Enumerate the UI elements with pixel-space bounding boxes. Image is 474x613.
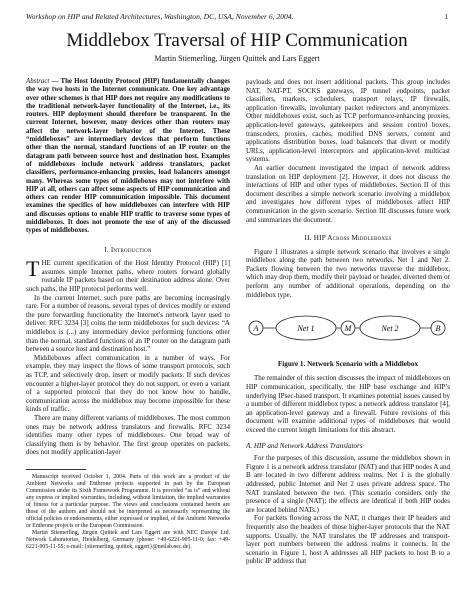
net2-label: Net 2 <box>381 324 399 334</box>
intro-paragraph-2: In the current Internet, such pure paths are becoming increasingly rare. For a number of reasons, several types of devices modify or extend the pure forwarding functionality the Internet's network layer used to deliver. RFC 3234 [3] coins the term middleboxes for such devices: “A middlebox is (...) any intermediary device performing functions other than the normal, standard functions of an IP router on the datagram path between a source host and destination host.” <box>26 293 230 354</box>
right-paragraph-5: For the purposes of this discussion, assume the middlebox shown in Figure 1 is a network address translator (NAT) and that HIP nodes A and B are located in two different address realms. Net 1 is the globally addressed, public Internet and Net 2 uses private address space. The NAT translated between the two. (This scenario considers only the presence of a single (NAT); the effects are identical if both HIP nodes are located behind NATs.) <box>246 454 450 514</box>
footnote <box>26 474 230 551</box>
left-column <box>26 78 230 551</box>
node-a-label: A <box>253 324 259 334</box>
right-paragraph-1: payloads and does not insert additional packets. This group includes NAT, NAT-PT, SOCKS gateways, IP tunnel endpoints, packet classifiers, markers, schedulers, transport relays, IP firewalls, application firewalls, involuntary packet redirectors and anonymizers. Other middleboxes exist, such as TCP performance-enhancing proxies, application-level gateways, gatekeepers and session control boxes, transcoders, proxies, caches, modified DNS servers, content and applications distribution boxes, load balancers that divert or modify URLs, application-level interceptors and application-level multicast systems. <box>246 78 450 164</box>
section-heading-hip-across-middleboxes: II. HIP Across Middleboxes <box>304 234 392 243</box>
right-paragraph-3: Figure 1 illustrates a simple network scenario that involves a single middlebox along the path between two networks, Net 1 and Net 2. Packets flowing between the two networks traverse the middlebox, which may drop them, modify their payload or header, diverted them or perform any number of additional operations, depending on the middlebox type. <box>246 247 450 299</box>
page-number: 1 <box>444 12 448 21</box>
right-paragraph-2: An earlier document investigated the impact of network address translation on HIP deployment [2]. However, it does not discuss the interactions of HIP and other types of middleboxes. Section II of this document describes a simple network scenario involving a middlebox and investigates how different types of middleboxes affect HIP communication in the given scenario. Section III discusses future work and summarizes the document. <box>246 163 450 224</box>
paper-title: Middlebox Traversal of HIP Communication <box>66 30 408 51</box>
section-heading-introduction: I. Introduction <box>104 245 152 254</box>
abstract <box>26 78 230 236</box>
net1-label: Net 1 <box>297 324 315 334</box>
abstract-text: The Host Identity Protocol (HIP) fundamentally changes the way two hosts in the Internet communicate. One key advantage over other schemes is that HIP does not require any modifications to the traditional network-layer functionality of the Internet, i.e., its routers. HIP deployment should therefore be transparent. In the current Internet, however, many devices other than routers may affect the network-layer behavior of the Internet. These “middleboxes” are intermediary devices that perform functions other than the normal, standard functions of an IP router on the datagram path between source host and destination host. Examples of middleboxes include network address translators, packet classifiers, performance-enhancing proxies, load balancers amongst many. Whereas some types of middleboxes may not interfere with HIP at all, others can affect some aspects of HIP communication and others can render HIP communication impossible. This document examines the specifics of how middleboxes can interfere with HIP and discusses options to enable HIP traffic to traverse some types of middleboxes. It does not promote the use of any of the discussed types of middleboxes. <box>26 78 230 235</box>
footnote-paragraph-2: Martin Stiemerling, Jürgen Quittek and Lars Eggert are with NEC Europe Ltd. Network Laboratories, Heidelberg, Germany (phone: +49-6221-905-11-0; fax: +49-6221-905-11-55; e-mail: {stiemerling, quittek, eggert}@netlab.nec.de). <box>26 529 230 550</box>
subsection-heading-nat: A. HIP and Network Address Translators <box>246 441 363 450</box>
network-scenario-figure <box>246 303 450 353</box>
intro-paragraph-3: Middleboxes affect communication in a number of ways. For example, they may inspect the flows of some transport protocols, such as TCP, and selectively drop, insert or modify packets. If such devices encounter a higher-layer protocol they do not support, or even a variant of a supported protocol that they do not know how to handle, communication across the middlebox may become impossible for these kinds of traffic. <box>26 353 230 414</box>
right-paragraph-4: The remainder of this section discusses the impact of middleboxes on HIP communication, specifically, the HIP base exchange and HIP’s underlying IPsec-based transport. It examines potential issues caused by a number of different middlebox types: a network address translator [4], an application-level gateway and a firewall. Future revisions of this document will examine additional types of middleboxes that would exceed the current length limitations for this abstract. <box>246 374 450 434</box>
intro-paragraph-1 <box>26 256 230 294</box>
drop-cap: T <box>26 256 40 282</box>
right-column <box>246 78 450 566</box>
intro-paragraph-1-text: HE current specification of the Host Identity Protocol (HIP) [1] assumes simple Internet paths, where routers forward globally routable IP packets based on their destination address alone. Over such paths, the HIP protocol performs well. <box>26 259 230 294</box>
intro-paragraph-4: There are many different variants of middleboxes. The most common ones may be network address translators and firewalls. RFC 3234 identifies many other types of middleboxes. One broad way of classifying them is by behavior. The first group operates on packets, does not modify application-layer <box>26 413 230 457</box>
right-paragraph-6: For packets flowing across the NAT, it changes their IP headers and frequently also the headers of those higher-layer protocols that the NAT supports. Usually, the NAT translates the IP addresses and transport-layer port numbers between the address realms it connects. In the scenario in Figure 1, host A addresses all HIP packets to host B to a public IP address that <box>246 514 450 566</box>
figure-caption: Figure 1. Network Scenario with a Middlebox <box>277 359 419 368</box>
author-line: Martin Stiemerling, Jürgen Quittek and Lars Eggert <box>154 54 320 63</box>
node-b-label: B <box>435 324 441 334</box>
footnote-rule <box>26 469 86 470</box>
node-m-label: M <box>344 324 352 334</box>
footnote-paragraph-1: Manuscript received October 1, 2004. Parts of this work are a product of the Ambient Networks and Enthrone projects supported in part by the European Commission under its Sixth Framework Programme. It is provided “as is” and without any express or implied warranties, including, without limitation, the implied warranties of fitness for a particular purpose. The views and conclusions contained herein are those of the authors and should not be interpreted as necessarily representing the official policies or endorsements, either expressed or implied, of the Ambient Networks or Enthrone projects or the European Commission. <box>26 473 230 529</box>
venue-line: Workshop on HIP and Related Architectures, Washington, DC, USA, November 6, 2004. <box>26 12 294 21</box>
abstract-dash: — <box>49 78 61 85</box>
abstract-lead: Abstract <box>26 78 50 85</box>
running-header <box>26 12 448 24</box>
